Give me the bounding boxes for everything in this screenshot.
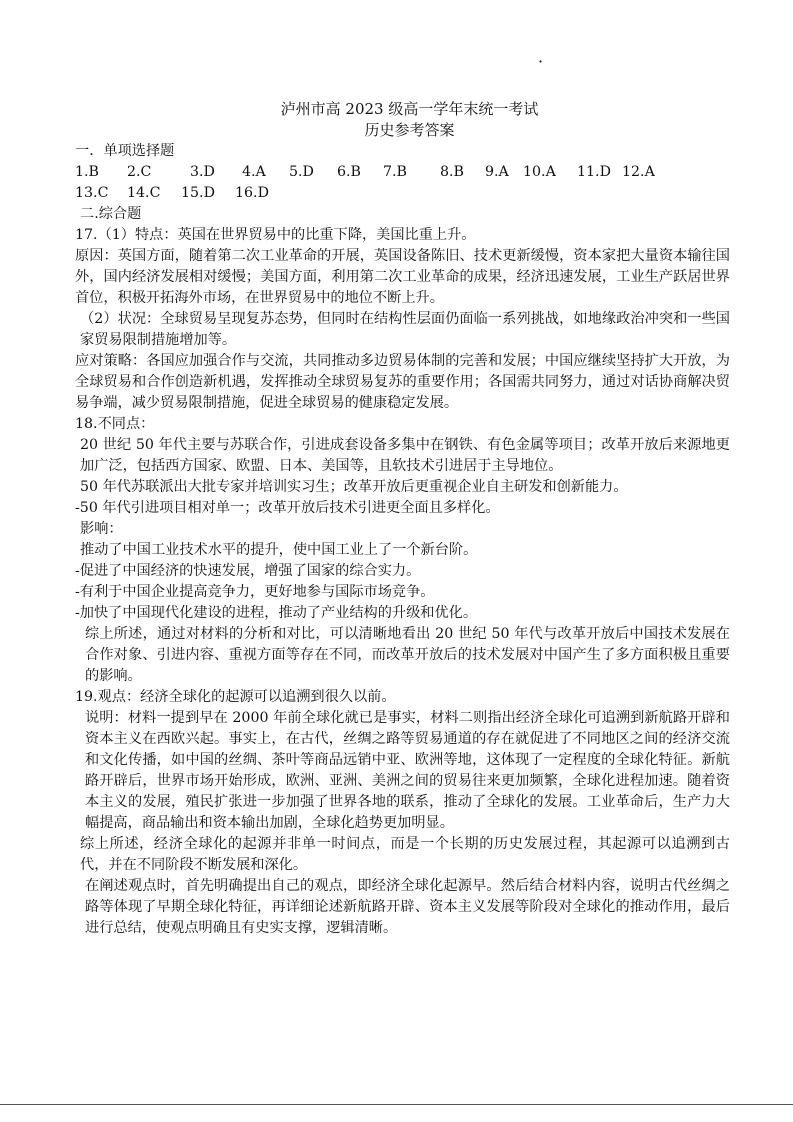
answer-item: 1.B <box>75 164 99 180</box>
q18-paragraph: 推动了中国工业技术水平的提升，使中国工业上了一个新台阶。 <box>80 542 478 558</box>
q18-paragraph: 18.不同点： <box>75 416 155 432</box>
answer-item: 13.C <box>75 185 109 201</box>
q18-paragraph: 50 年代苏联派出大批专家并培训实习生；改革开放后更重视企业自主研发和创新能力。 <box>80 479 628 495</box>
answer-item: 15.D <box>181 185 215 201</box>
answer-item: 4.A <box>242 164 266 180</box>
section1-heading: 一．单项选择题 <box>75 143 175 159</box>
answer-row-2 <box>75 183 730 204</box>
q18-paragraph: -促进了中国经济的快速发展，增强了国家的综合实力。 <box>75 563 421 579</box>
q18-paragraph: -加快了中国现代化建设的进程，推动了产业结构的升级和优化。 <box>75 605 478 621</box>
answer-document <box>75 99 730 939</box>
answer-item: 7.B <box>383 164 407 180</box>
answer-item: 12.A <box>622 164 655 180</box>
q19-paragraph: 19.观点：经济全球化的起源可以追溯到很久以前。 <box>75 689 396 705</box>
answer-item: 5.D <box>289 164 314 180</box>
q19-paragraph: 在阐述观点时，首先明确提出自己的观点，即经济全球化起源早。然后结合材料内容，说明古代丝绸之路等体现了早期全球化特征，再详细论述新航路开辟、资本主义发展等阶段对全球化的推动作用，最后进行总结，使观点明确且有史实支撑，逻辑清晰。 <box>85 878 730 936</box>
page-subtitle: 历史参考答案 <box>364 121 455 139</box>
answer-row-1 <box>75 162 730 183</box>
q18-paragraph: -50 年代引进项目相对单一；改革开放后技术引进更全面且多样化。 <box>75 500 500 516</box>
q18-paragraph: -有利于中国企业提高竞争力，更好地参与国际市场竞争。 <box>75 584 435 600</box>
q18-paragraph: 影响： <box>80 521 123 537</box>
q19-paragraph: 综上所述，经济全球化的起源并非单一时间点，而是一个长期的历史发展过程，其起源可以追溯到古代，并在不同阶段不断发展和深化。 <box>80 836 730 873</box>
answer-item: 11.D <box>577 164 611 180</box>
q17-paragraph: 应对策略：各国应加强合作与交流，共同推动多边贸易体制的完善和发展；中国应继续坚持扩大开放，为全球贸易和合作创造新机遇，发挥推动全球贸易复苏的重要作用；各国需共同努力，通过对话协商解决贸易争端，减少贸易限制措施，促进全球贸易的健康稳定发展。 <box>75 353 730 411</box>
answer-item: 2.C <box>127 164 152 180</box>
q17-paragraph: （2）状况：全球贸易呈现复苏态势，但同时在结构性层面仍面临一系列挑战，如地缘政治冲突和一些国家贸易限制措施增加等。 <box>80 311 730 348</box>
q17-paragraph: 17.（1）特点：英国在世界贸易中的比重下降，美国比重上升。 <box>75 227 476 243</box>
q18-paragraph: 综上所述，通过对材料的分析和对比，可以清晰地看出 20 世纪 50 年代与改革开放后中国技术发展在合作对象、引进内容、重视方面等存在不同，而改革开放后的技术发展对中国产生了多方面积极且重要的影响。 <box>85 626 730 684</box>
answer-item: 9.A <box>485 164 509 180</box>
q19-paragraph: 说明：材料一提到早在 2000 年前全球化就已是事实，材料二则指出经济全球化可追溯到新航路开辟和资本主义在西欧兴起。事实上，在古代，丝绸之路等贸易通道的存在就促进了不同地区之间的经济交流和文化传播，如中国的丝绸、茶叶等商品远销中亚、欧洲等地，这体现了一定程度的全球化特征。新航路开辟后，世界市场开始形成，欧洲、亚洲、美洲之间的贸易往来更加频繁，全球化进程加速。随着资本主义的发展，殖民扩张进一步加强了世界各地的联系，推动了全球化的发展。工业革命后，生产力大幅提高，商品输出和资本输出加剧，全球化趋势更加明显。 <box>85 710 730 831</box>
answer-item: 10.A <box>523 164 556 180</box>
page-bottom-rule <box>0 1104 793 1105</box>
answer-item: 16.D <box>235 185 269 201</box>
q18-paragraph: 20 世纪 50 年代主要与苏联合作，引进成套设备多集中在钢铁、有色金属等项目；改革开放后来源地更加广泛，包括西方国家、欧盟、日本、美国等，且软技术引进居于主导地位。 <box>80 437 730 474</box>
answer-item: 8.B <box>440 164 464 180</box>
answer-item: 3.D <box>190 164 215 180</box>
answer-item: 14.C <box>127 185 161 201</box>
section2-heading: 二.综合题 <box>80 206 142 222</box>
q17-paragraph: 原因：英国方面，随着第二次工业革命的开展，英国设备陈旧、技术更新缓慢，资本家把大量资本输往国外，国内经济发展相对缓慢；美国方面，利用第二次工业革命的成果，经济迅速发展，工业生产跃居世界首位，积极开拓海外市场，在世界贸易中的地位不断上升。 <box>75 248 730 306</box>
page-title: 泸州市高 2023 级高一学年末统一考试 <box>280 100 539 118</box>
answer-item: 6.B <box>337 164 361 180</box>
top-mark: · <box>538 52 544 71</box>
